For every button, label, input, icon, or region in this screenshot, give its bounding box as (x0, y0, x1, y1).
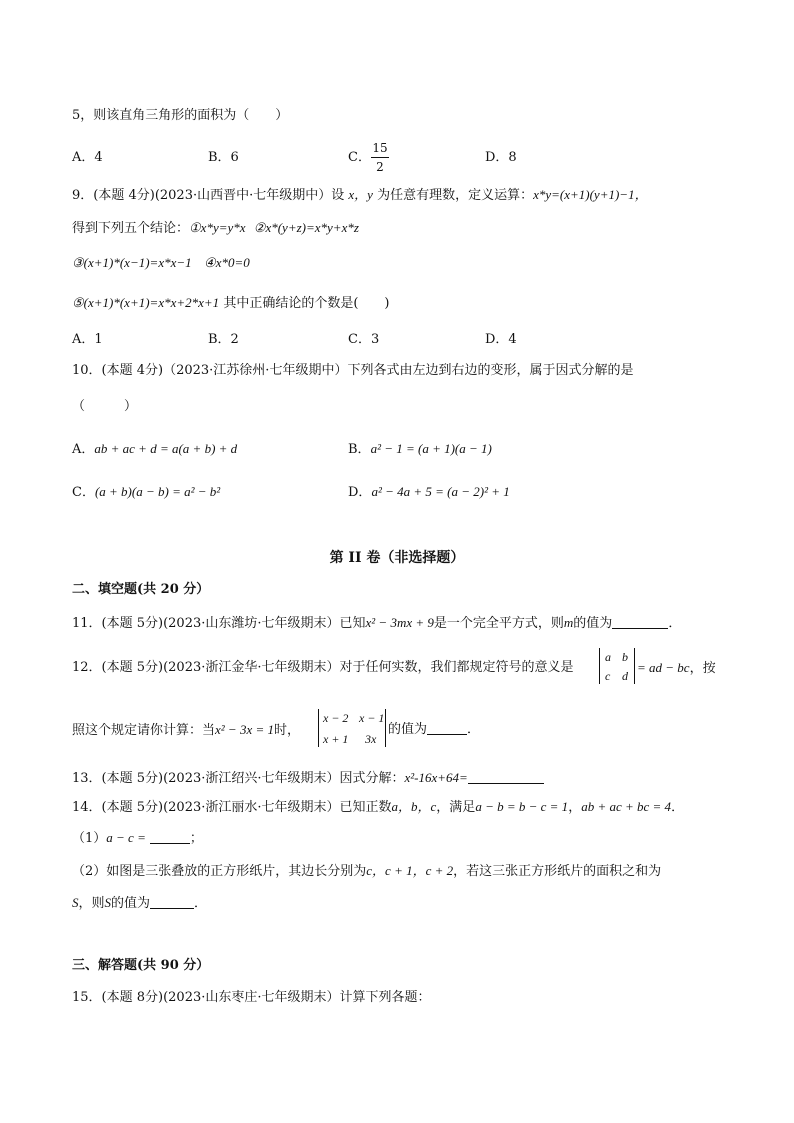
q9-conclusion-1: ①x*y=y*x (189, 220, 246, 235)
q10-option-c (72, 485, 220, 499)
q12-line-2-tail (388, 723, 480, 736)
q10-option-c-expr: (a + b)(a − b) = a² − b² (94, 484, 221, 499)
q14-stem (72, 800, 684, 814)
fill-in-section-title: 二、填空题(共 20 分） (72, 582, 210, 597)
q10-paren: （ ） (72, 399, 138, 414)
q12-determinant-definition (599, 648, 635, 684)
q11-variable: m (563, 615, 574, 630)
answer-section-title: 三、解答题(共 90 分） (72, 958, 210, 973)
q14-part2-end: ． (194, 896, 208, 911)
q14-part1-expr: a − c = (106, 830, 146, 845)
q8-option-c-fraction (371, 141, 389, 174)
q8-option-d: D．8 (485, 150, 517, 165)
section-ii-heading: 第 II 卷（非选择题） (329, 550, 465, 566)
q9-conclusion-4: ④x*0=0 (204, 255, 250, 270)
q14-part1-end: ； (189, 831, 203, 846)
matrix-21: x + 1 (323, 732, 349, 746)
q11-answer-blank[interactable] (612, 627, 668, 629)
q14-part2-sides: c，c + 1，c + 2 (366, 863, 454, 878)
q9-definition: x*y=(x+1)(y+1)−1， (533, 187, 648, 202)
q14-vars: a，b，c (391, 799, 437, 814)
q12-line2-post: 的值为 (388, 722, 428, 737)
q12-line2-prefix: 照这个规定请你计算：当 (72, 723, 216, 738)
det-b: b (622, 650, 628, 664)
q14-part-2 (72, 864, 661, 878)
q12-line-1 (72, 661, 574, 674)
q9-option-c: C．3 (348, 332, 380, 347)
q14-part2-mid: ，则 (78, 896, 105, 911)
q12-end: ． (467, 722, 481, 737)
q8-fraction-numerator: 15 (372, 141, 388, 155)
q12-answer-blank[interactable] (427, 733, 467, 735)
q9-conclusion-5-tail: 其中正确结论的个数是( ) (223, 296, 390, 311)
det-c: c (605, 669, 611, 683)
q11-end: ． (668, 616, 682, 631)
q10-option-c-label: C． (72, 485, 95, 500)
q11-middle: 是一个完全平方式，则 (433, 616, 564, 631)
q9-line2-prefix: 得到下列五个结论： (72, 221, 190, 236)
q14-part-2-line-2 (72, 896, 207, 910)
q10-option-a-label: A． (72, 442, 95, 457)
q12-line-2 (72, 723, 300, 737)
q13-expression: x²-16x+64= (404, 770, 468, 785)
q11-post: 的值为 (573, 616, 613, 631)
q10-option-d-expr: a² − 4a + 5 = (a − 2)² + 1 (371, 484, 510, 499)
q12-prefix: 12．(本题 5分)(2023·浙江金华·七年级期末）对于任何实数，我们都规定符号的意义是 (72, 660, 574, 675)
q8-option-c: C． (348, 150, 371, 165)
q13-prefix: 13．(本题 5分)(2023·浙江绍兴·七年级期末）因式分解： (72, 771, 405, 786)
q9-vars: x，y (348, 187, 373, 202)
q12-determinant-matrix (318, 709, 386, 747)
det-a: a (605, 650, 611, 664)
q14-end: ． (671, 800, 685, 815)
q14-part2-blank[interactable] (150, 907, 194, 909)
q9-conclusions-line-3 (72, 296, 389, 310)
q12-post: ，按 (689, 661, 716, 676)
q14-prefix: 14．(本题 5分)(2023·浙江丽水·七年级期末）已知正数 (72, 800, 392, 815)
q14-part1-blank[interactable] (150, 842, 190, 844)
q14-mid: ，满足 (436, 800, 476, 815)
matrix-12: x − 1 (359, 711, 385, 725)
q8-tail: 5，则该直角三角形的面积为（ ） (72, 108, 289, 123)
q13-answer-blank[interactable] (468, 782, 544, 784)
q9-conclusion-2: ②x*(y+z)=x*y+x*z (253, 220, 359, 235)
q10-option-a (72, 442, 237, 456)
matrix-11: x − 2 (323, 711, 349, 725)
q14-part1-prefix: （1） (72, 831, 107, 846)
q14-condition-1: a − b = b − c = 1 (475, 799, 569, 814)
q14-part2-prefix: （2）如图是三张叠放的正方形纸片，其边长分别为 (72, 864, 367, 879)
q10-stem: 10．(本题 4分)（2023·江苏徐州·七年级期中）下列各式由左边到右边的变形，属于因式分解的是 (72, 363, 634, 378)
q14-part2-var: S (72, 895, 79, 910)
q14-part2-var-2: S (104, 895, 112, 910)
q11-expression: x² − 3mx + 9 (365, 615, 434, 630)
q10-option-d (348, 485, 510, 499)
q8-option-a: A．4 (72, 150, 103, 165)
q13 (72, 771, 544, 785)
q12-definition-tail (637, 661, 716, 675)
q9-stem-text: 9．(本题 4分)(2023·山西晋中·七年级期中）设 (72, 188, 345, 203)
q9-conclusion-3: ③(x+1)*(x−1)=x*x−1 (72, 255, 192, 270)
q9-stem-text-2: 为任意有理数，定义运算： (377, 188, 534, 203)
q14-part2-post: ，若这三张正方形纸片的面积之和为 (453, 864, 662, 879)
q12-condition: x² − 3x = 1 (215, 722, 274, 737)
q10-option-b (348, 442, 492, 456)
q9-conclusions-line-2 (72, 256, 250, 270)
q11-prefix: 11．(本题 5分)(2023·山东潍坊·七年级期末）已知 (72, 616, 366, 631)
q12-definition-expr: = ad − bc (637, 660, 690, 675)
q9-conclusions-line-1 (72, 221, 359, 235)
fraction-bar (371, 157, 389, 158)
q9-option-a: A．1 (72, 332, 103, 347)
q8-fraction-denominator: 2 (376, 160, 384, 174)
q14-part2-line2-post: 的值为 (111, 896, 151, 911)
q15-stem: 15．(本题 8分)(2023·山东枣庄·七年级期末）计算下列各题： (72, 990, 431, 1005)
q9-option-d: D．4 (485, 332, 517, 347)
q9-stem (72, 188, 648, 202)
q9-conclusion-5: ⑤(x+1)*(x+1)=x*x+2*x+1 (72, 295, 220, 310)
q8-option-b: B．6 (208, 150, 239, 165)
q10-option-b-expr: a² − 1 = (a + 1)(a − 1) (370, 441, 492, 456)
q10-option-d-label: D． (348, 485, 372, 500)
q14-part-1 (72, 831, 203, 845)
q14-separator: ， (568, 800, 582, 815)
q14-condition-2: ab + ac + bc = 4 (581, 799, 672, 814)
q10-option-b-label: B． (348, 442, 371, 457)
det-d: d (622, 669, 628, 683)
q10-option-a-expr: ab + ac + d = a(a + b) + d (94, 441, 238, 456)
q11 (72, 616, 681, 630)
matrix-22: 3x (365, 732, 377, 746)
q9-option-b: B．2 (208, 332, 239, 347)
q12-condition-post: 时， (274, 723, 301, 738)
